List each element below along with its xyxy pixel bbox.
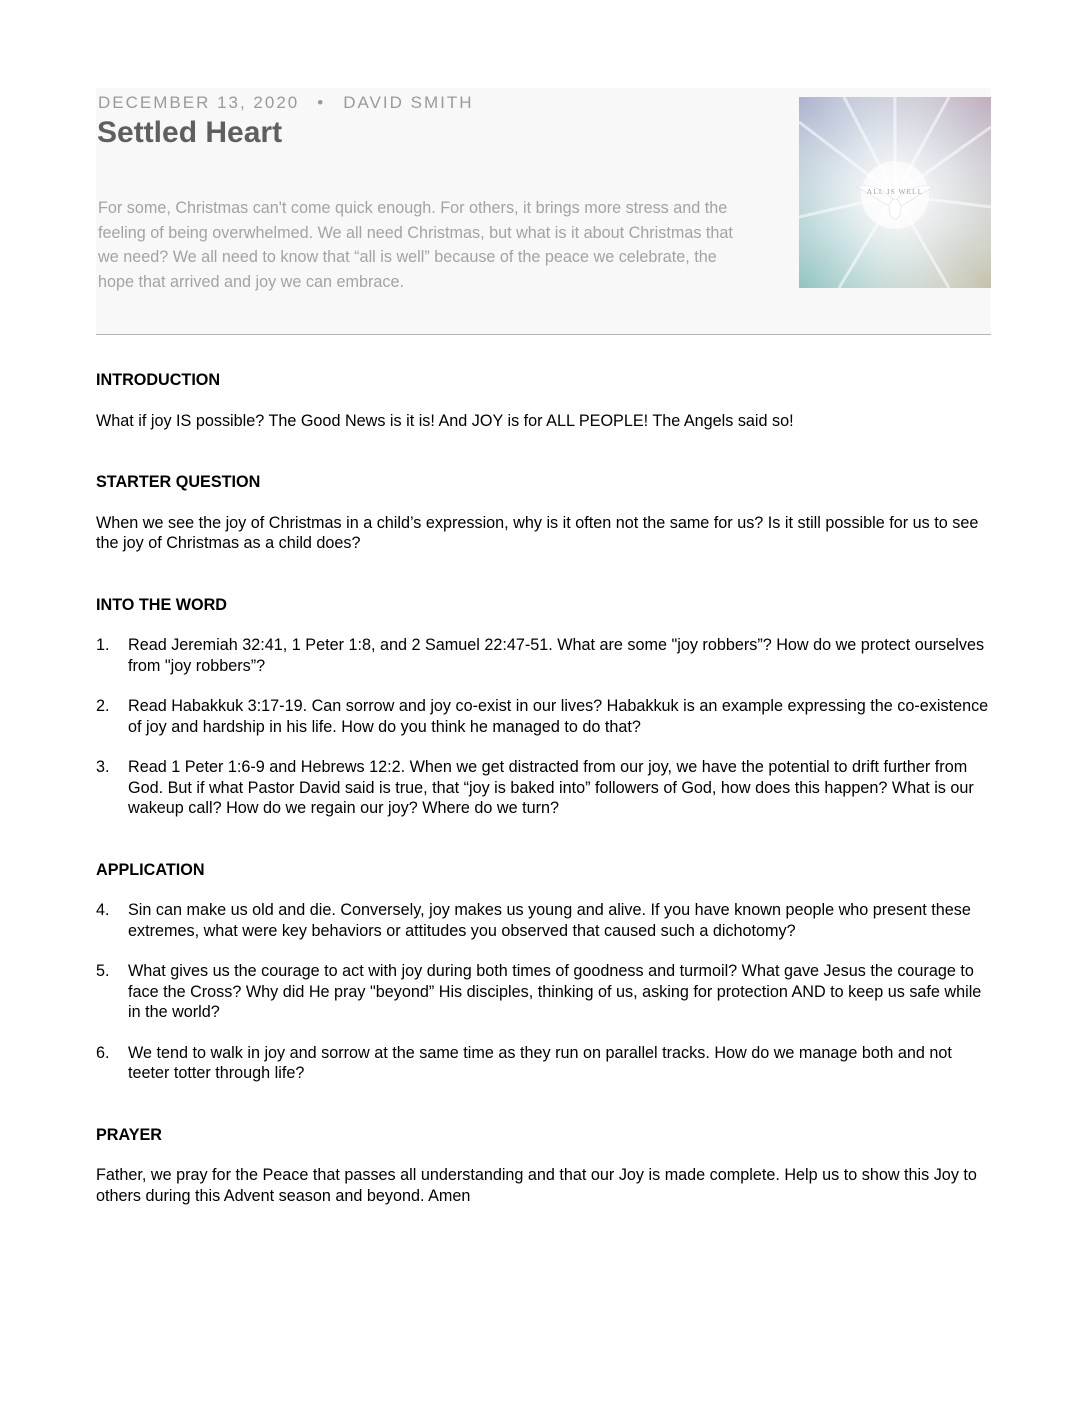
item-text: What gives us the courage to act with joy during both times of goodness and turmoil? What gave Jesus the courage to face the Cross? Why did He pray "beyond” His disciples, thinking of us, asking for protection AND to keep us safe while in the world? [128, 962, 982, 1021]
item-number: 2. [96, 697, 110, 715]
starter-question-section [96, 472, 996, 554]
meta-separator: • [317, 93, 326, 112]
list-item [96, 635, 996, 676]
item-number: 1. [96, 636, 110, 654]
introduction-text: What if joy IS possible? The Good News is it is! And JOY is for ALL PEOPLE! The Angels said so! [96, 411, 794, 430]
study-guide-body [96, 370, 996, 1247]
item-text: Read Habakkuk 3:17-19. Can sorrow and joy co-exist in our lives? Habakkuk is an example expressing the co-existence of joy and hardship in his life. How do you think he managed to do that? [128, 697, 989, 736]
hero-image [799, 97, 991, 288]
introduction-heading: INTRODUCTION [96, 371, 221, 389]
into-the-word-list [96, 635, 996, 819]
application-list [96, 900, 996, 1084]
header-divider [96, 334, 991, 335]
item-text: Read 1 Peter 1:6-9 and Hebrews 12:2. When we get distracted from our joy, we have the potential to drift further from God. But if what Pastor David said is true, that “joy is baked into” followers of God, how does this happen? What is our wakeup call? How do we regain our joy? Where do we turn? [128, 758, 974, 817]
prayer-text: Father, we pray for the Peace that passes all understanding and that our Joy is made complete. Help us to show this Joy to others during this Advent season and beyond. Amen [96, 1166, 977, 1205]
item-text: We tend to walk in joy and sorrow at the same time as they run on parallel tracks. How do we manage both and not teeter totter through life? [128, 1043, 952, 1082]
post-meta [98, 93, 474, 113]
page-title: Settled Heart [97, 116, 283, 149]
item-number: 5. [96, 962, 110, 980]
item-text: Sin can make us old and die. Conversely, joy makes us young and alive. If you have known people who present these extremes, what were key behaviors or attitudes you observed that caused such a dichotomy? [128, 901, 971, 940]
introduction-section [96, 370, 996, 431]
application-section [96, 860, 996, 1084]
post-summary: For some, Christmas can't come quick enough. For others, it brings more stress and the feeling of being overwhelmed. We all need Christmas, but what is it about Christmas that we need? We all need to know that “all is well” because of the peace we celebrate, the hope that arrived and joy we can embrace. [98, 199, 733, 291]
list-item [96, 961, 996, 1023]
list-item [96, 757, 996, 819]
prayer-section [96, 1125, 996, 1207]
item-number: 4. [96, 901, 110, 919]
list-item [96, 696, 996, 737]
post-date: DECEMBER 13, 2020 [98, 93, 300, 112]
list-item [96, 1043, 996, 1084]
hero-image-caption: ALL IS WELL [866, 187, 924, 196]
into-the-word-heading: INTO THE WORD [96, 595, 227, 614]
item-number: 3. [96, 758, 110, 776]
prayer-heading: PRAYER [96, 1125, 162, 1144]
starter-question-heading: STARTER QUESTION [96, 473, 261, 491]
list-item [96, 900, 996, 941]
item-number: 6. [96, 1043, 110, 1062]
post-author: DAVID SMITH [343, 93, 474, 112]
into-the-word-section [96, 595, 996, 819]
item-text: Read Jeremiah 32:41, 1 Peter 1:8, and 2 Samuel 22:47-51. What are some "joy robbers”? How do we protect ourselves from "joy robbers”? [128, 636, 985, 675]
starter-question-text: When we see the joy of Christmas in a child’s expression, why is it often not the same for us? Is it still possible for us to see the joy of Christmas as a child does? [96, 513, 979, 552]
application-heading: APPLICATION [96, 860, 205, 879]
